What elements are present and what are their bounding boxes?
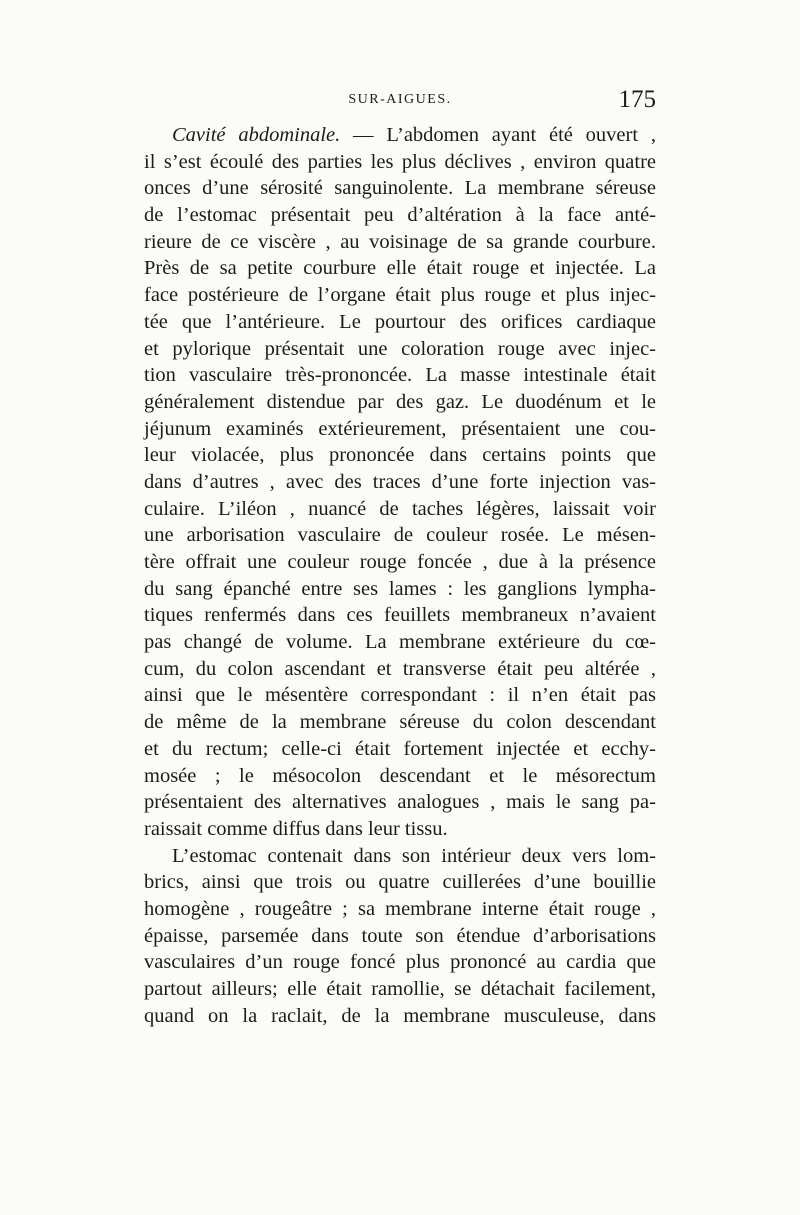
text-line: présentaient des alternatives analogues , mais le sang pa- <box>144 791 656 814</box>
text-line: rieure de ce viscère , au voisinage de sa grande courbure. <box>144 230 656 253</box>
text-line: leur violacée, plus prononcée dans certains points que <box>144 444 656 467</box>
text-line: mosée ; le mésocolon descendant et le mésorectum <box>144 764 656 787</box>
text-line: L’estomac contenait dans son intérieur deux vers lom- <box>172 844 656 867</box>
paragraph <box>144 843 656 1030</box>
text-line: cum, du colon ascendant et transverse était peu altérée , <box>144 657 656 680</box>
text-line: tion vasculaire très-prononcée. La masse intestinale était <box>144 364 656 387</box>
text-line: de l’estomac présentait peu d’altération à la face anté- <box>144 204 656 227</box>
text-line: et du rectum; celle-ci était fortement injectée et ecchy- <box>144 737 656 760</box>
text-line: brics, ainsi que trois ou quatre cuillerées d’une bouillie <box>144 871 656 894</box>
text-line: ainsi que le mésentère correspondant : il n’en était pas <box>144 684 656 707</box>
paragraph <box>144 122 656 843</box>
text-line: du sang épanché entre ses lames : les ganglions lympha- <box>144 577 656 600</box>
text-line: tère offrait une couleur rouge foncée , due à la présence <box>144 551 656 573</box>
text-line: pas changé de volume. La membrane extérieure du cœ- <box>144 631 656 654</box>
text-line: épaisse, parsemée dans toute son étendue d’arborisations <box>144 924 656 947</box>
text-line: généralement distendue par des gaz. Le duodénum et le <box>144 390 656 413</box>
page-number: 175 <box>618 86 656 113</box>
text-line: Près de sa petite courbure elle était rouge et injectée. La <box>144 257 656 280</box>
text-line: tée que l’antérieure. Le pourtour des orifices cardiaque <box>144 310 656 333</box>
text-line: de même de la membrane séreuse du colon descendant <box>144 711 656 734</box>
text-line: homogène , rougeâtre ; sa membrane interne était rouge , <box>144 897 656 920</box>
text-line: culaire. L’iléon , nuancé de taches légères, laissait voir <box>144 497 656 520</box>
text-line: quand on la raclait, de la membrane musculeuse, dans <box>144 1004 656 1027</box>
text-line: partout ailleurs; elle était ramollie, se détachait facilement, <box>144 978 656 1000</box>
text-line: tiques renfermés dans ces feuillets membraneux n’avaient <box>144 604 656 627</box>
text-line: une arborisation vasculaire de couleur rosée. Le mésen- <box>144 524 656 547</box>
text-line: et pylorique présentait une coloration rouge avec injec- <box>144 337 656 360</box>
text-line: raissait comme diffus dans leur tissu. <box>144 817 448 840</box>
text-line: Cavité abdominale. — L’abdomen ayant été ouvert , <box>172 124 656 146</box>
body-text <box>144 122 656 1029</box>
text-line: il s’est écoulé des parties les plus déclives , environ quatre <box>144 150 656 173</box>
text-line: vasculaires d’un rouge foncé plus prononcé au cardia que <box>144 951 656 974</box>
running-head-title: SUR-AIGUES. <box>348 92 452 107</box>
text-line: jéjunum examinés extérieurement, présentaient une cou- <box>144 417 656 440</box>
section-lead-italic: Cavité abdominale. <box>172 124 341 146</box>
running-head <box>144 86 656 116</box>
text-line: onces d’une sérosité sanguinolente. La membrane séreuse <box>144 177 656 200</box>
text-line: dans d’autres , avec des traces d’une forte injection vas- <box>144 470 656 493</box>
text-line: face postérieure de l’organe était plus rouge et plus injec- <box>144 284 656 307</box>
